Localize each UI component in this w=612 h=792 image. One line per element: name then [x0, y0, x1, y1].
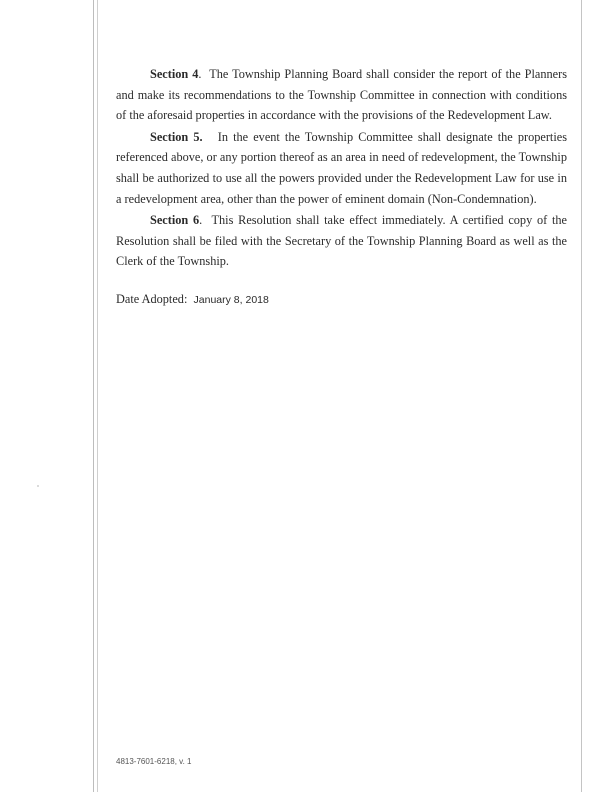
section-5-label: Section 5.	[150, 129, 203, 144]
section-6-label: Section 6	[150, 213, 200, 228]
resolution-body	[116, 64, 567, 272]
section-5-text: In the event the Township Committee shall designate the properties referenced above, or any portion thereof as an area in need of redevelopment, the Township shall be authorized to use all the powers provided under the Redevelopment Law for use in a redevelopment area, other than the power of eminent domain (Non-Condemnation).	[116, 129, 567, 206]
section-6-label-punct: .	[199, 213, 203, 228]
section-4-label: Section 4	[150, 67, 199, 81]
left-margin-rule	[93, 0, 94, 792]
left-margin-rule-inner	[97, 0, 98, 792]
section-4-label-punct: .	[198, 67, 202, 81]
date-adopted-line	[116, 291, 269, 308]
section-5-paragraph	[116, 127, 567, 209]
section-4-paragraph	[116, 64, 567, 126]
section-6-paragraph	[116, 210, 567, 272]
section-4-text: The Township Planning Board shall consider the report of the Planners and make its recommendations to the Township Committee in connection with conditions of the aforesaid properties in accordance with the provisions of the Redevelopment Law.	[116, 67, 567, 123]
section-6-text: This Resolution shall take effect immediately. A certified copy of the Resolution shall be filed with the Secretary of the Township Planning Board as well as the Clerk of the Township.	[116, 213, 567, 269]
date-adopted-label: Date Adopted:	[116, 292, 188, 306]
date-adopted-value: January 8, 2018	[193, 294, 269, 306]
right-margin-rule	[581, 0, 582, 792]
scan-speck	[37, 485, 39, 487]
document-id-footer: 4813-7601-6218, v. 1	[116, 757, 192, 766]
